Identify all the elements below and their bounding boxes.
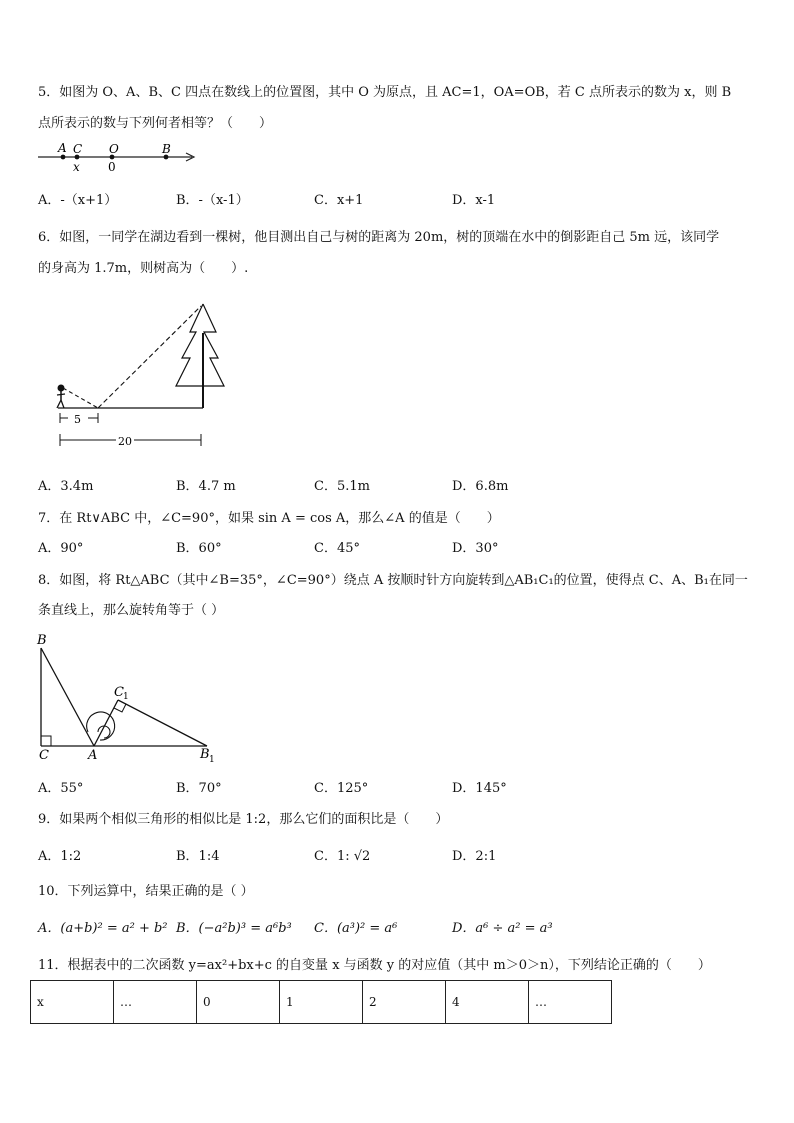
- q8-text-line1: 8．如图，将 Rt△ABC（其中∠B=35°，∠C=90°）绕点 A 按顺时针方向旋转到△AB₁C₁的位置，使得点 C、A、B₁在同一: [38, 573, 748, 588]
- label-o: O: [109, 142, 119, 156]
- q6-option-c: C．5.1m: [314, 479, 370, 494]
- q7-text: 7．在 Rt∨ABC 中，∠C=90°，如果 sin A = cos A，那么∠A 的值是（ ）: [38, 511, 500, 526]
- point-a: [61, 155, 66, 160]
- q8-option-d: D．145°: [452, 781, 507, 796]
- q10-option-b: B．(−a²b)³ = a⁶b³: [176, 921, 292, 936]
- q9-text: 9．如果两个相似三角形的相似比是 1:2，那么它们的面积比是（ ）: [38, 812, 449, 827]
- q5-option-a: A．-（x+1）: [38, 193, 118, 208]
- q7-option-b: B．60°: [176, 541, 222, 556]
- table-cell: 0: [197, 981, 280, 1024]
- q6-option-a: A．3.4m: [38, 479, 94, 494]
- q11-text: 11．根据表中的二次函数 y=ax²+bx+c 的自变量 x 与函数 y 的对应值（其中 m＞0＞n），下列结论正确的（ ）: [38, 958, 711, 973]
- q9-option-c: C．1: √2: [314, 849, 371, 864]
- label-c: C: [39, 748, 49, 763]
- q7-option-c: C．45°: [314, 541, 360, 556]
- side-ab: [41, 648, 94, 746]
- label-c1-sub: 1: [123, 692, 129, 702]
- q8-text-line2: 条直线上，那么旋转角等于（ ）: [38, 603, 225, 618]
- q6-option-d: D．6.8m: [452, 479, 509, 494]
- q6-text-line2: 的身高为 1.7m，则树高为（ ）.: [38, 261, 249, 276]
- label-b1-sub: 1: [209, 755, 215, 765]
- table-cell: 1: [280, 981, 363, 1024]
- sight-line-tree: [98, 306, 201, 408]
- table-cell: 4: [446, 981, 529, 1024]
- q8-option-c: C．125°: [314, 781, 369, 796]
- q5-text-line1: 5．如图为 O、A、B、C 四点在数线上的位置图，其中 O 为原点，且 AC=1，OA=OB，若 C 点所表示的数为 x，则 B: [38, 85, 732, 100]
- q10-option-d: D．a⁶ ÷ a² = a³: [452, 921, 553, 936]
- table-cell: …: [529, 981, 612, 1024]
- person-arms: [57, 394, 65, 395]
- q5-number-line-figure: [34, 140, 204, 176]
- q8-triangle-figure: [30, 630, 230, 765]
- sight-line-person: [63, 388, 98, 408]
- q7-option-d: D．30°: [452, 541, 499, 556]
- dim-5-label: 5: [74, 413, 81, 426]
- person-leg-left: [57, 400, 61, 408]
- label-a: A: [88, 748, 98, 763]
- person-leg-right: [61, 400, 64, 408]
- table-cell: 2: [363, 981, 446, 1024]
- table-cell: x: [31, 981, 114, 1024]
- q6-text-line1: 6．如图，一同学在湖边看到一棵树，他目测出自己与树的距离为 20m，树的顶端在水中的倒影距自己 5m 远，该同学: [38, 230, 720, 245]
- q9-option-a: A．1:2: [38, 849, 82, 864]
- q11-value-table: [30, 980, 612, 1024]
- label-x: x: [73, 160, 80, 174]
- q9-option-b: B．1:4: [176, 849, 220, 864]
- tree-icon: [176, 304, 224, 386]
- q8-option-b: B．70°: [176, 781, 222, 796]
- label-b: B: [37, 633, 47, 648]
- label-b1: B: [200, 747, 210, 762]
- q9-option-d: D．2:1: [452, 849, 497, 864]
- label-c: C: [73, 142, 83, 156]
- right-angle-c-icon: [41, 736, 51, 746]
- dim-20-label: 20: [118, 435, 132, 448]
- q8-option-a: A．55°: [38, 781, 84, 796]
- q5-option-b: B．-（x-1）: [176, 193, 249, 208]
- rotation-arc-icon: [87, 712, 115, 740]
- side-c1b1: [118, 700, 207, 746]
- label-b: B: [162, 142, 171, 156]
- q10-option-a: A．(a+b)² = a² + b²: [38, 921, 168, 936]
- table-cell: …: [114, 981, 197, 1024]
- q10-option-c: C．(a³)² = a⁶: [314, 921, 398, 936]
- label-a: A: [58, 141, 67, 155]
- q6-tree-figure: [50, 298, 230, 458]
- table-row: [31, 981, 612, 1024]
- label-zero: 0: [108, 160, 116, 174]
- q5-text-line2: 点所表示的数与下列何者相等？（ ）: [38, 116, 273, 131]
- label-c1: C: [114, 685, 124, 700]
- q6-option-b: B．4.7 m: [176, 479, 236, 494]
- q5-option-d: D．x-1: [452, 193, 496, 208]
- q10-text: 10．下列运算中，结果正确的是（ ）: [38, 884, 254, 899]
- q7-option-a: A．90°: [38, 541, 84, 556]
- q5-option-c: C．x+1: [314, 193, 364, 208]
